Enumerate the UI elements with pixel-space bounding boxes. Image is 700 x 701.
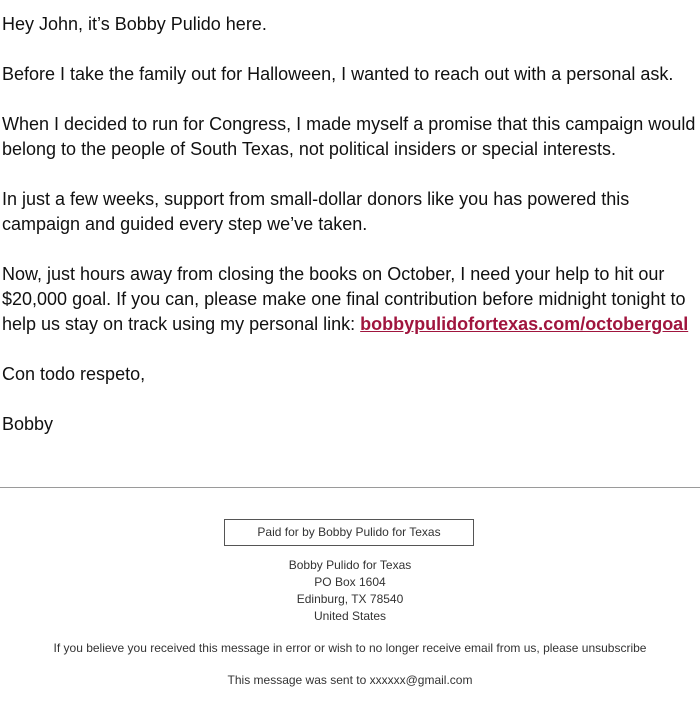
paid-for-disclaimer: Paid for by Bobby Pulido for Texas — [224, 519, 474, 546]
paragraph-intro: Before I take the family out for Halloween, I wanted to reach out with a personal ask. — [2, 64, 674, 84]
unsubscribe-notice[interactable]: If you believe you received this message in error or wish to no longer receive email from us, please unsubscribe — [53, 641, 647, 655]
paragraph-promise: When I decided to run for Congress, I made myself a promise that this campaign would belong to the people of South Texas, not political insiders or special interests. — [2, 114, 696, 159]
donation-link[interactable]: bobbypulidofortexas.com/octobergoal — [360, 314, 689, 334]
sent-to-notice: This message was sent to xxxxxx@gmail.com — [227, 673, 473, 687]
address-org: Bobby Pulido for Texas — [288, 558, 412, 572]
closing-text: Con todo respeto, — [2, 364, 146, 384]
address-city: Edinburg, TX 78540 — [296, 592, 404, 606]
greeting-text: Hey John, it’s Bobby Pulido here. — [2, 14, 267, 34]
footer-divider — [0, 487, 700, 488]
paragraph-support: In just a few weeks, support from small-dollar donors like you has powered this campaign and guided every step we’ve taken. — [2, 189, 630, 234]
address-po-box: PO Box 1604 — [314, 575, 386, 589]
email-body — [2, 12, 698, 462]
signature-text: Bobby — [2, 414, 54, 434]
address-country: United States — [313, 609, 387, 623]
paragraph-ask-text: Now, just hours away from closing the books on October, I need your help to hit our $20,000 goal. If you can, please make one final contribution before midnight tonight to help us stay on track using my personal link: — [2, 264, 686, 334]
mailing-address — [0, 557, 700, 625]
paragraph-ask — [2, 262, 698, 337]
